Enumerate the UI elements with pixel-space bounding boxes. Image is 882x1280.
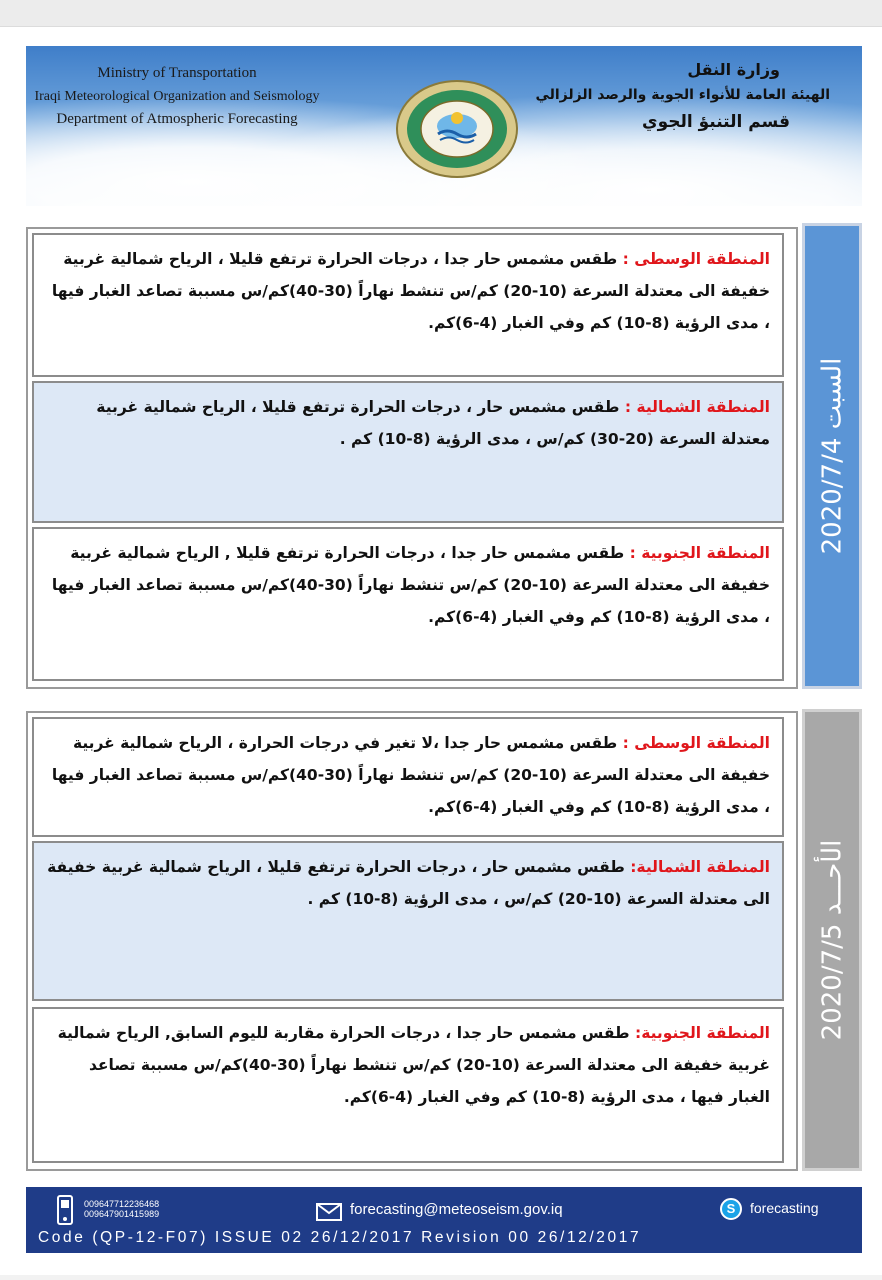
phone-icon	[56, 1195, 74, 1225]
ministry-name-ar: وزارة النقل	[687, 60, 780, 79]
day-date-text: السبت 2020/7/4	[817, 357, 848, 555]
region-north-day1	[32, 381, 784, 523]
region-south-day2	[32, 1007, 784, 1163]
phone-number-1: 009647712236468	[84, 1199, 160, 1209]
region-forecast-text: طقس مشمس حار جدا ، درجات الحرارة ترتفع قليلا , الرياح شمالية غربية خفيفة الى معتدلة السرعة (10-20) كم/س تنشط نهاراً (30-40)كم/س مسببة تصاعد الغبار فيها ، مدى الرؤية (8-10) كم وفي الغبار (4-6)كم.	[51, 544, 770, 626]
day-label-saturday	[802, 223, 862, 689]
organization-logo-icon	[394, 78, 520, 180]
day-sunday-box	[26, 711, 798, 1171]
ministry-name-en: Ministry of Transportation	[97, 65, 257, 81]
region-south-day1	[32, 527, 784, 681]
header-banner	[26, 46, 862, 206]
department-name-en: Department of Atmospheric Forecasting	[56, 111, 298, 127]
skype-handle: forecasting	[750, 1200, 819, 1216]
viewer-top-bar	[0, 0, 882, 27]
region-name: المنطقة الجنوبية :	[629, 544, 770, 562]
organization-name-en: Iraqi Meteorological Organization and Seismology	[34, 89, 320, 104]
region-central-day2	[32, 717, 784, 837]
day-date-text: الأحـــد 2020/7/5	[817, 839, 847, 1041]
phone-numbers	[84, 1199, 159, 1219]
region-central-day1	[32, 233, 784, 377]
mail-icon	[316, 1203, 342, 1221]
region-name: المنطقة الشمالية:	[630, 858, 770, 876]
region-forecast-text: طقس مشمس حار جدا ،لا تغير في درجات الحرارة ، الرياح شمالية غربية خفيفة الى معتدلة السرعة (10-20) كم/س تنشط نهاراً (30-40)كم/س مسببة تصاعد الغبار فيها ، مدى الرؤية (8-10) كم وفي الغبار (4-6)كم.	[51, 734, 770, 816]
contact-footer	[26, 1187, 862, 1253]
region-forecast-text: طقس مشمس حار جدا ، درجات الحرارة مقاربة لليوم السابق, الرياح شمالية غربية خفيفة الى معتدلة السرعة (10-20) كم/س تنشط نهاراً (30-40)كم/س مسببة تصاعد الغبار فيها ، مدى الرؤية (8-10) كم وفي الغبار (4-6)كم.	[57, 1024, 770, 1106]
skype-icon: S	[720, 1198, 742, 1220]
region-forecast-text: طقس مشمس حار ، درجات الحرارة ترتفع قليلا ، الرياح شمالية غربية معتدلة السرعة (20-30) كم/س ، مدى الرؤية (8-10) كم .	[96, 398, 770, 448]
forecast-page	[0, 27, 882, 1275]
day-label-sunday	[802, 709, 862, 1171]
phone-number-2: 009647901415989	[84, 1209, 160, 1219]
region-forecast-text: طقس مشمس حار جدا ، درجات الحرارة ترتفع قليلا ، الرياح شمالية غربية خفيفة الى معتدلة السرعة (10-20) كم/س تنشط نهاراً (30-40)كم/س مسببة تصاعد الغبار فيها ، مدى الرؤية (8-10) كم وفي الغبار (4-6)كم.	[51, 250, 770, 332]
email-address[interactable]: forecasting@meteoseism.gov.iq	[350, 1201, 563, 1218]
region-name: المنطقة الجنوبية:	[635, 1024, 770, 1042]
header-english	[32, 62, 322, 131]
region-name: المنطقة الوسطى :	[622, 734, 770, 752]
day-saturday-box	[26, 227, 798, 689]
region-name: المنطقة الوسطى :	[622, 250, 770, 268]
department-name-ar: قسم التنبؤ الجوي	[642, 112, 790, 132]
region-name: المنطقة الشمالية :	[624, 398, 770, 416]
document-code-line: Code (QP-12-F07) ISSUE 02 26/12/2017 Revision 00 26/12/2017	[38, 1229, 642, 1246]
header-arabic	[530, 58, 830, 136]
organization-name-ar: الهيئة العامة للأنواء الجوية والرصد الزلزالي	[535, 87, 830, 103]
region-forecast-text: طقس مشمس حار ، درجات الحرارة ترتفع قليلا ، الرياح شمالية غربية خفيفة الى معتدلة السرعة (10-20) كم/س ، مدى الرؤية (8-10) كم .	[47, 858, 770, 908]
region-north-day2	[32, 841, 784, 1001]
